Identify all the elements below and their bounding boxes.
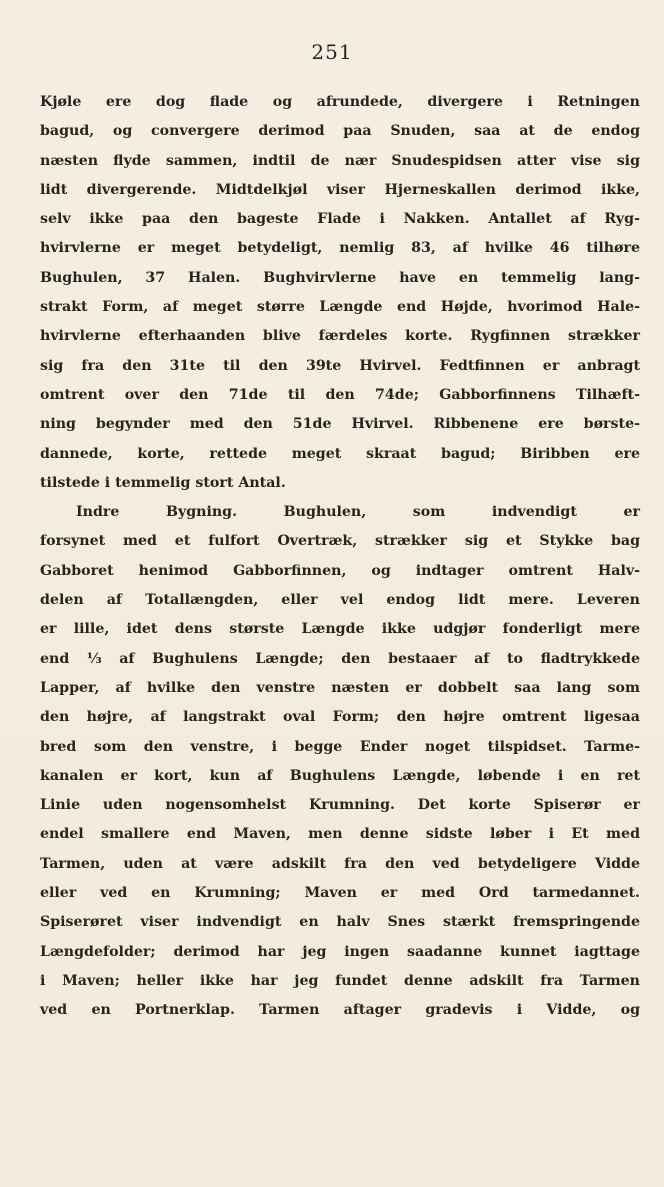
text-line: dannede, korte, rettede meget skraat bagud; Biribben ere <box>40 445 640 462</box>
text-line: næsten flyde sammen, indtil de nær Snudespidsen atter vise sig <box>40 152 640 169</box>
text-line: Spiserøret viser indvendigt en halv Snes stærkt fremspringende <box>40 914 640 931</box>
page-number: 251 <box>311 40 353 64</box>
text-line: Bughulen, 37 Halen. Bughvirvlerne have en temmelig lang- <box>40 269 640 286</box>
text-line: eller ved en Krumning; Maven er med Ord tarmedannet. <box>40 885 640 902</box>
text-line: Gabboret henimod Gabborfinnen, og indtager omtrent Halv- <box>40 562 640 579</box>
body-text <box>40 88 640 1026</box>
text-line: endel smallere end Maven, men denne sidste løber i Et med <box>40 826 640 843</box>
text-line: bred som den venstre, i begge Ender noget tilspidset. Tarme- <box>40 738 640 755</box>
text-line: end ⅓ af Bughulens Længde; den bestaaer af to fladtrykkede <box>40 650 640 667</box>
section-heading-line: Indre Bygning. Bughulen, som indvendigt er <box>76 504 640 521</box>
text-line: Lapper, af hvilke den venstre næsten er dobbelt saa lang som <box>40 679 640 696</box>
text-line: delen af Totallængden, eller vel endog lidt mere. Leveren <box>40 592 640 609</box>
text-line: Linie uden nogensomhelst Krumning. Det korte Spiserør er <box>40 797 640 814</box>
text-line: bagud, og convergere derimod paa Snuden, saa at de endog <box>40 123 640 140</box>
text-line: hvirvlerne er meget betydeligt, nemlig 83, af hvilke 46 tilhøre <box>40 240 640 257</box>
text-line: Kjøle ere dog flade og afrundede, divergere i Retningen <box>40 94 640 110</box>
text-line: er lille, idet dens største Længde ikke udgjør fonderligt mere <box>40 621 640 638</box>
text-line: hvirvlerne efterhaanden blive færdeles korte. Rygfinnen strækker <box>40 328 640 345</box>
text-line: Tarmen, uden at være adskilt fra den ved betydeligere Vidde <box>40 855 640 872</box>
text-line: den højre, af langstrakt oval Form; den højre omtrent ligesaa <box>40 709 640 726</box>
text-line: omtrent over den 71de til den 74de; Gabborfinnens Tilhæft- <box>40 386 640 403</box>
text-line: ved en Portnerklap. Tarmen aftager gradevis i Vidde, og <box>40 1002 640 1019</box>
text-line: strakt Form, af meget større Længde end Højde, hvorimod Hale- <box>40 299 640 316</box>
text-line: selv ikke paa den bageste Flade i Nakken. Antallet af Ryg- <box>40 211 640 228</box>
text-line: kanalen er kort, kun af Bughulens Længde, løbende i en ret <box>40 767 640 784</box>
text-line: tilstede i temmelig stort Antal. <box>40 474 286 491</box>
text-line: i Maven; heller ikke har jeg fundet denne adskilt fra Tarmen <box>40 972 640 989</box>
text-line: ning begynder med den 51de Hvirvel. Ribbenene ere børste- <box>40 416 640 433</box>
text-line: lidt divergerende. Midtdelkjøl viser Hjerneskallen derimod ikke, <box>40 181 640 198</box>
text-line: sig fra den 31te til den 39te Hvirvel. Fedtfinnen er anbragt <box>40 357 640 374</box>
text-line: Længdefolder; derimod har jeg ingen saadanne kunnet iagttage <box>40 943 640 960</box>
text-line: forsynet med et fulfort Overtræk, strækker sig et Stykke bag <box>40 533 640 550</box>
